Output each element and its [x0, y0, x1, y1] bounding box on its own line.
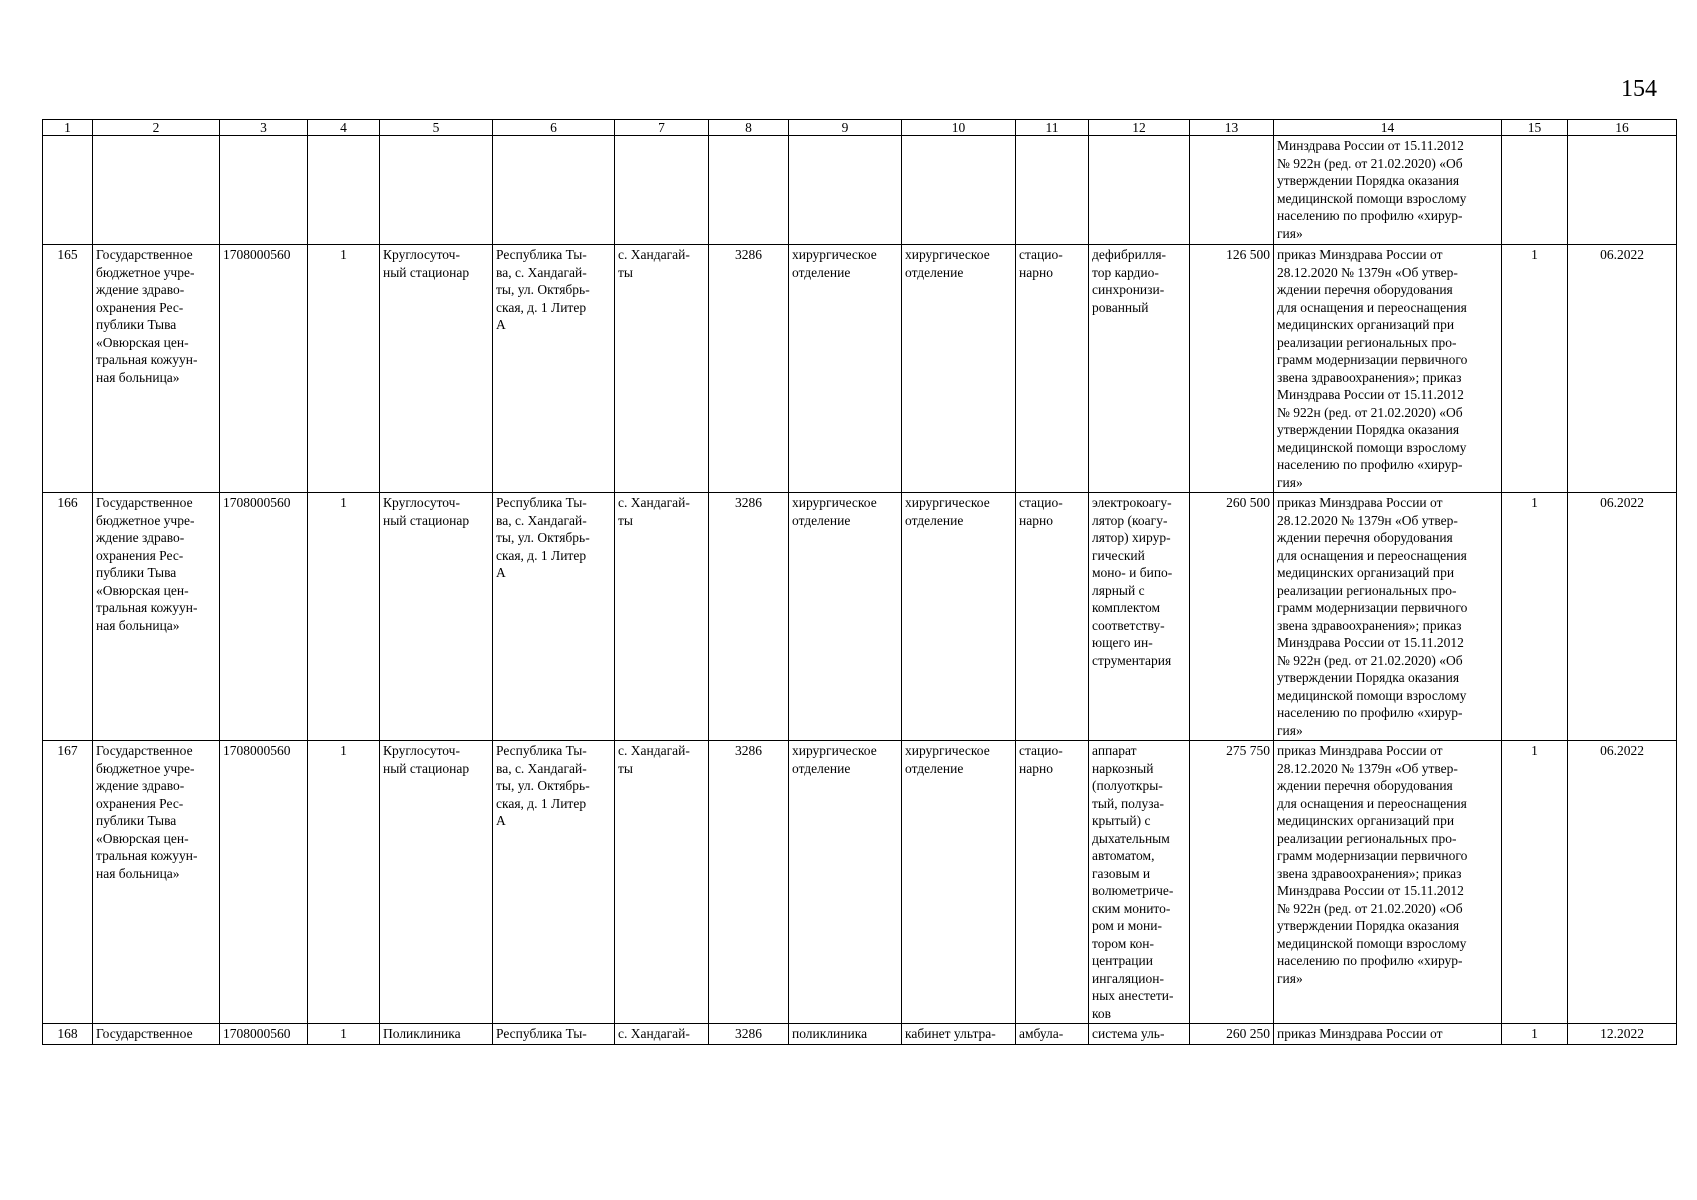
date-cell: 06.2022 — [1568, 493, 1677, 741]
column-header: 14 — [1274, 120, 1502, 136]
population-cell: 3286 — [709, 1024, 789, 1045]
care-form-cell: стацио- нарно — [1016, 245, 1089, 493]
table-cell: 1 — [308, 245, 380, 493]
care-form-cell: стацио- нарно — [1016, 493, 1089, 741]
table-cell — [789, 136, 902, 245]
equipment-cell: система уль- — [1089, 1024, 1190, 1045]
row-number-cell: 165 — [43, 245, 93, 493]
quantity-cell: 1 — [1502, 1024, 1568, 1045]
cost-cell: 126 500 — [1190, 245, 1274, 493]
settlement-cell: с. Хандагай- ты — [615, 493, 709, 741]
table-cell — [43, 136, 93, 245]
table-cell — [1016, 136, 1089, 245]
unit-cell: хирургическое отделение — [902, 741, 1016, 1024]
column-header: 5 — [380, 120, 493, 136]
organization-cell: Государственное бюджетное учре- ждение здраво- охранения Рес- публики Тыва «Овюрская цен- тральная кожуун- ная больница» — [93, 245, 220, 493]
table-cell — [1568, 136, 1677, 245]
population-cell: 3286 — [709, 493, 789, 741]
department-cell: хирургическое отделение — [789, 245, 902, 493]
address-cell: Республика Ты- — [493, 1024, 615, 1045]
column-header: 4 — [308, 120, 380, 136]
table-cell — [308, 136, 380, 245]
address-cell: Республика Ты- ва, с. Хандагай- ты, ул. Октябрь- ская, д. 1 Литер А — [493, 741, 615, 1024]
population-cell: 3286 — [709, 741, 789, 1024]
quantity-cell: 1 — [1502, 741, 1568, 1024]
column-header: 7 — [615, 120, 709, 136]
cost-cell: 275 750 — [1190, 741, 1274, 1024]
table-cell — [1089, 136, 1190, 245]
quantity-cell: 1 — [1502, 493, 1568, 741]
table-row — [43, 741, 1677, 1024]
equipment-cell: дефибрилля- тор кардио- синхронизи- рованный — [1089, 245, 1190, 493]
table-row — [43, 1024, 1677, 1045]
column-header: 13 — [1190, 120, 1274, 136]
column-header: 10 — [902, 120, 1016, 136]
organization-cell: Государственное — [93, 1024, 220, 1045]
page-number: 154 — [1621, 76, 1657, 102]
organization-cell: Государственное бюджетное учре- ждение здраво- охранения Рес- публики Тыва «Овюрская цен- тральная кожуун- ная больница» — [93, 493, 220, 741]
table-cell — [493, 136, 615, 245]
table-cell — [615, 136, 709, 245]
column-number-header-row — [43, 120, 1677, 136]
column-header: 3 — [220, 120, 308, 136]
organization-cell: Государственное бюджетное учре- ждение здраво- охранения Рес- публики Тыва «Овюрская цен- тральная кожуун- ная больница» — [93, 741, 220, 1024]
address-cell: Республика Ты- ва, с. Хандагай- ты, ул. Октябрь- ская, д. 1 Литер А — [493, 493, 615, 741]
row-number-cell: 167 — [43, 741, 93, 1024]
table-row — [43, 245, 1677, 493]
table-cell — [220, 136, 308, 245]
department-cell: хирургическое отделение — [789, 741, 902, 1024]
department-cell: хирургическое отделение — [789, 493, 902, 741]
table-cell — [1190, 136, 1274, 245]
legal-basis-cell: Минздрава России от 15.11.2012 № 922н (ред. от 21.02.2020) «Об утверждении Порядка оказания медицинской помощи взрослому населению по профилю «хирур- гия» — [1274, 136, 1502, 245]
settlement-cell: с. Хандагай- ты — [615, 245, 709, 493]
legal-basis-cell: приказ Минздрава России от 28.12.2020 № 1379н «Об утвер- ждении перечня оборудования для оснащения и переоснащения медицинских организаций при реализации региональных про- грамм модернизации первичного звена здравоохранения»; приказ Минздрава России от 15.11.2012 № 922н (ред. от 21.02.2020) «Об утверждении Порядка оказания медицинской помощи взрослому населению по профилю «хирур- гия» — [1274, 245, 1502, 493]
legal-basis-cell: приказ Минздрава России от 28.12.2020 № 1379н «Об утвер- ждении перечня оборудования для оснащения и переоснащения медицинских организаций при реализации региональных про- грамм модернизации первичного звена здравоохранения»; приказ Минздрава России от 15.11.2012 № 922н (ред. от 21.02.2020) «Об утверждении Порядка оказания медицинской помощи взрослому населению по профилю «хирур- гия» — [1274, 493, 1502, 741]
cost-cell: 260 250 — [1190, 1024, 1274, 1045]
column-header: 11 — [1016, 120, 1089, 136]
inn-cell: 1708000560 — [220, 741, 308, 1024]
column-header: 9 — [789, 120, 902, 136]
settlement-cell: с. Хандагай- — [615, 1024, 709, 1045]
population-cell: 3286 — [709, 245, 789, 493]
table-cell: 1 — [308, 741, 380, 1024]
equipment-table — [42, 119, 1677, 1045]
table-cell: 1 — [308, 493, 380, 741]
row-number-cell: 168 — [43, 1024, 93, 1045]
equipment-cell: аппарат наркозный (полуоткры- тый, полуза- крытый) с дыхательным автоматом, газовым и волюметриче- ским монито- ром и мони- тором кон- центрации ингаляцион- ных анестети- ков — [1089, 741, 1190, 1024]
settlement-cell: с. Хандагай- ты — [615, 741, 709, 1024]
department-cell: поликлиника — [789, 1024, 902, 1045]
date-cell: 06.2022 — [1568, 245, 1677, 493]
facility-type-cell: Круглосуточ- ный стационар — [380, 493, 493, 741]
table-cell — [1502, 136, 1568, 245]
table-cell: 1 — [308, 1024, 380, 1045]
continuation-row — [43, 136, 1677, 245]
column-header: 6 — [493, 120, 615, 136]
date-cell: 12.2022 — [1568, 1024, 1677, 1045]
facility-type-cell: Круглосуточ- ный стационар — [380, 245, 493, 493]
column-header: 1 — [43, 120, 93, 136]
table-cell — [380, 136, 493, 245]
column-header: 8 — [709, 120, 789, 136]
facility-type-cell: Круглосуточ- ный стационар — [380, 741, 493, 1024]
column-header: 16 — [1568, 120, 1677, 136]
row-number-cell: 166 — [43, 493, 93, 741]
date-cell: 06.2022 — [1568, 741, 1677, 1024]
unit-cell: хирургическое отделение — [902, 493, 1016, 741]
inn-cell: 1708000560 — [220, 245, 308, 493]
column-header: 15 — [1502, 120, 1568, 136]
column-header: 2 — [93, 120, 220, 136]
table-cell — [93, 136, 220, 245]
table-cell — [709, 136, 789, 245]
cost-cell: 260 500 — [1190, 493, 1274, 741]
inn-cell: 1708000560 — [220, 493, 308, 741]
care-form-cell: стацио- нарно — [1016, 741, 1089, 1024]
table-row — [43, 493, 1677, 741]
address-cell: Республика Ты- ва, с. Хандагай- ты, ул. Октябрь- ская, д. 1 Литер А — [493, 245, 615, 493]
unit-cell: хирургическое отделение — [902, 245, 1016, 493]
facility-type-cell: Поликлиника — [380, 1024, 493, 1045]
care-form-cell: амбула- — [1016, 1024, 1089, 1045]
quantity-cell: 1 — [1502, 245, 1568, 493]
table-cell — [902, 136, 1016, 245]
inn-cell: 1708000560 — [220, 1024, 308, 1045]
unit-cell: кабинет ультра- — [902, 1024, 1016, 1045]
legal-basis-cell: приказ Минздрава России от — [1274, 1024, 1502, 1045]
equipment-cell: электрокоагу- лятор (коагу- лятор) хирур- гический моно- и бипо- лярный с комплектом соответству- ющего ин- струментария — [1089, 493, 1190, 741]
legal-basis-cell: приказ Минздрава России от 28.12.2020 № 1379н «Об утвер- ждении перечня оборудования для оснащения и переоснащения медицинских организаций при реализации региональных про- грамм модернизации первичного звена здравоохранения»; приказ Минздрава России от 15.11.2012 № 922н (ред. от 21.02.2020) «Об утверждении Порядка оказания медицинской помощи взрослому населению по профилю «хирур- гия» — [1274, 741, 1502, 1024]
column-header: 12 — [1089, 120, 1190, 136]
